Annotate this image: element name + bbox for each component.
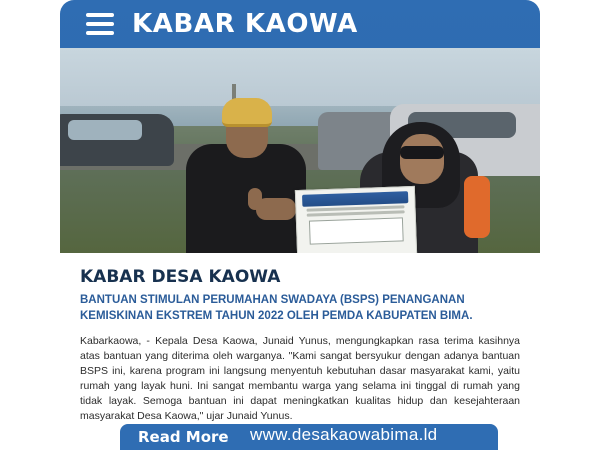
certificate-header-band bbox=[302, 191, 408, 207]
thumbs-up-icon bbox=[248, 188, 262, 210]
website-url: www.desakaowabima.ld bbox=[250, 425, 438, 444]
photo-sky bbox=[60, 48, 540, 110]
article-card bbox=[60, 48, 540, 450]
article-photo bbox=[60, 48, 540, 253]
certificate-document bbox=[295, 186, 417, 253]
photo-person-woman-face bbox=[400, 134, 444, 184]
right-margin bbox=[540, 0, 600, 450]
certificate-detail-box bbox=[309, 217, 404, 244]
page-title: KABAR DESA KAOWA bbox=[80, 267, 281, 287]
hamburger-menu-icon[interactable] bbox=[86, 13, 114, 35]
article-body: Kabarkaowa, - Kepala Desa Kaowa, Junaid Yunus, mengungkapkan rasa terima kasihnya atas bantuan yang diterima oleh warganya. "Kami sangat bersyukur dengan adanya bantuan BSPS ini, karena program ini langsung menyentuh kebutuhan dasar masyarakat kami, yaitu rumah yang layak huni. Ini sangat membantu warga yang selama ini tinggal di rumah yang tidak layak. Semoga bantuan ini dapat meningkatkan kualitas hidup dan kesejahteraan masyarakat Desa Kaowa," ujar Junaid Yunus. bbox=[80, 335, 520, 422]
photo-vehicle-left bbox=[60, 114, 174, 166]
sunglasses-icon bbox=[400, 146, 444, 159]
article-content bbox=[60, 253, 540, 423]
brand-title: KABAR KAOWA bbox=[132, 9, 358, 39]
app-header bbox=[60, 0, 540, 48]
read-more-button[interactable]: Read More bbox=[138, 428, 229, 446]
photo-person-man-cap bbox=[222, 98, 272, 127]
article-subtitle: BANTUAN STIMULAN PERUMAHAN SWADAYA (BSPS) PENANGANAN KEMISKINAN EKSTREM TAHUN 2022 OLEH PEMDA KABUPATEN BIMA. bbox=[80, 294, 473, 322]
left-margin bbox=[0, 0, 60, 450]
certificate-line bbox=[307, 210, 405, 216]
photo-person-man-arm bbox=[256, 198, 296, 220]
photo-person-woman-bag bbox=[464, 176, 490, 238]
